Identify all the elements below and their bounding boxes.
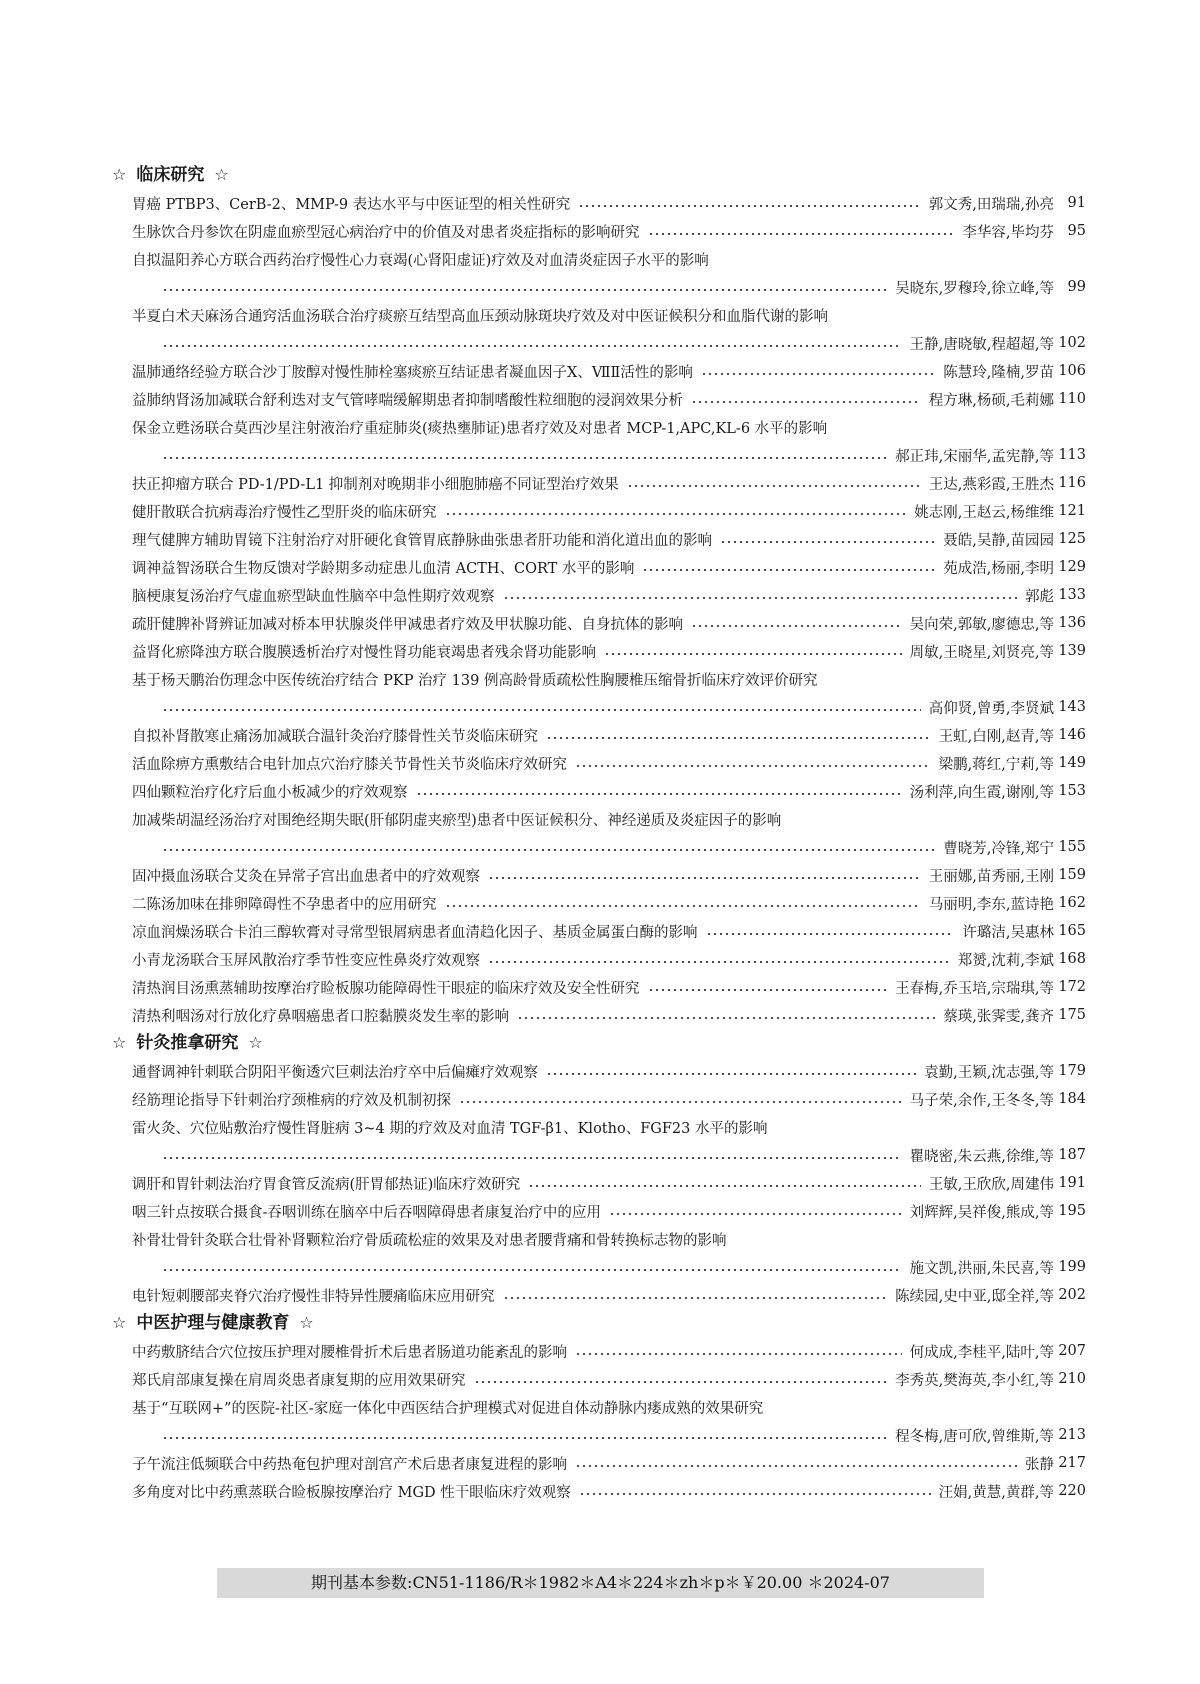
toc-entry[interactable]: [112, 637, 1086, 665]
dot-leader: [579, 1493, 931, 1495]
dot-leader: [648, 989, 888, 991]
entry-title: 基于杨天鹏治伤理念中医传统治疗结合 PKP 治疗 139 例高龄骨质疏松性胸腰椎压缩骨折临床疗效评价研究: [132, 672, 818, 689]
entry-title: 小青龙汤联合玉屏风散治疗季节性变应性鼻炎疗效观察: [132, 952, 480, 969]
entry-title: 疏肝健脾补肾辨证加减对桥本甲状腺炎伴甲减患者疗效及甲状腺功能、自身抗体的影响: [132, 616, 683, 633]
entry-authors: 汪娟,黄慧,黄群,等: [938, 1484, 1054, 1501]
entry-page: 175: [1058, 1007, 1086, 1023]
toc-entry[interactable]: [112, 413, 1086, 469]
entry-authors: 陈慧玲,隆楠,罗苗: [943, 364, 1054, 381]
dot-leader: [416, 793, 902, 795]
entry-authors: 梁鹏,蒋红,宁莉,等: [938, 756, 1054, 773]
entry-authors: 苑成浩,杨丽,李明: [943, 560, 1054, 577]
star-icon: ☆: [112, 1033, 127, 1052]
entry-title: 自拟温阳养心方联合西药治疗慢性心力衰竭(心肾阳虚证)疗效及对血清炎症因子水平的影响: [132, 252, 709, 269]
toc-entry[interactable]: [112, 357, 1086, 385]
toc-entry[interactable]: [112, 1365, 1086, 1393]
dot-leader: [517, 1017, 935, 1019]
entry-authors: 曹晓芳,冷锋,郑宁: [943, 840, 1054, 857]
entry-title: 活血除痹方熏敷结合电针加点穴治疗膝关节骨性关节炎临床疗效研究: [132, 756, 567, 773]
entry-authors: 王敏,王欣欣,周建伟: [928, 1176, 1054, 1193]
entry-page: 133: [1058, 587, 1086, 603]
dot-leader: [503, 1297, 888, 1299]
entry-authors: 郭文秀,田瑞瑞,孙亮: [928, 196, 1054, 213]
dot-leader: [528, 1185, 920, 1187]
entry-title: 基于“互联网+”的医院-社区-家庭一体化中西医结合护理模式对促进自体动静脉内瘘成熟的效果研究: [132, 1400, 764, 1417]
entry-page: 213: [1058, 1427, 1086, 1443]
entry-page: 155: [1058, 839, 1086, 855]
dot-leader: [691, 625, 902, 627]
toc-entry[interactable]: [112, 385, 1086, 413]
entry-authors: 郝正玮,宋丽华,孟宪静,等: [895, 448, 1054, 465]
entry-page: 191: [1058, 1175, 1086, 1191]
toc-entry[interactable]: [112, 1449, 1086, 1477]
entry-page: 116: [1058, 475, 1086, 491]
toc-entry[interactable]: [112, 189, 1086, 217]
entry-title: 多角度对比中药熏蒸联合睑板腺按摩治疗 MGD 性干眼临床疗效观察: [132, 1484, 571, 1501]
section-heading: [112, 1309, 1086, 1337]
entry-title: 电针短刺腰部夹脊穴治疗慢性非特异性腰痛临床应用研究: [132, 1288, 495, 1305]
star-icon: ☆: [214, 165, 229, 184]
entry-title: 理气健脾方辅助胃镜下注射治疗对肝硬化食管胃底静脉曲张患者肝功能和消化道出血的影响: [132, 532, 712, 549]
entry-title: 二陈汤加味在排卵障碍性不孕患者中的应用研究: [132, 896, 437, 913]
entry-page: 162: [1058, 895, 1086, 911]
toc-entry[interactable]: [112, 1001, 1086, 1029]
entry-page: 168: [1058, 951, 1086, 967]
toc-entry[interactable]: [112, 889, 1086, 917]
entry-authors: 李华容,毕均芬: [962, 224, 1054, 241]
dot-leader: [445, 513, 907, 515]
dot-leader: [627, 485, 921, 487]
section-title: 临床研究: [136, 165, 205, 185]
entry-authors: 吴晓东,罗穆玲,徐立峰,等: [895, 280, 1054, 297]
dot-leader: [162, 1157, 902, 1159]
dot-leader: [546, 737, 931, 739]
entry-title: 补骨壮骨针灸联合壮骨补肾颗粒治疗骨质疏松症的效果及对患者腰背痛和骨转换标志物的影响: [132, 1232, 727, 1249]
toc-entry[interactable]: [112, 609, 1086, 637]
entry-authors: 马丽明,李东,蓝诗艳: [928, 896, 1054, 913]
entry-title: 四仙颗粒治疗化疗后血小板减少的疗效观察: [132, 784, 408, 801]
entry-title: 清热润目汤熏蒸辅助按摩治疗睑板腺功能障碍性干眼症的临床疗效及安全性研究: [132, 980, 640, 997]
dot-leader: [162, 289, 887, 291]
entry-title: 生脉饮合丹参饮在阴虚血瘀型冠心病治疗中的价值及对患者炎症指标的影响研究: [132, 224, 640, 241]
dot-leader: [162, 709, 921, 711]
dot-leader: [488, 961, 950, 963]
dot-leader: [720, 541, 935, 543]
entry-authors: 高仰贤,曾勇,李贤斌: [928, 700, 1054, 717]
entry-authors: 程冬梅,唐可欣,曾维斯,等: [895, 1428, 1054, 1445]
toc-entry[interactable]: [112, 1197, 1086, 1225]
entry-title: 通督调神针刺联合阴阳平衡透穴巨刺法治疗卒中后偏瘫疗效观察: [132, 1064, 538, 1081]
toc-entry[interactable]: [112, 973, 1086, 1001]
dot-leader: [546, 1073, 916, 1075]
entry-title: 雷火灸、穴位贴敷治疗慢性肾脏病 3~4 期的疗效及对血清 TGF-β1、Klotho、FGF23 水平的影响: [132, 1120, 768, 1137]
toc-entry[interactable]: [112, 497, 1086, 525]
entry-title: 凉血润燥汤联合卡泊三醇软膏对寻常型银屑病患者血清趋化因子、基质金属蛋白酶的影响: [132, 924, 698, 941]
dot-leader: [445, 905, 921, 907]
entry-page: 202: [1058, 1287, 1086, 1303]
entry-authors: 蔡瑛,张霁雯,龚齐: [943, 1008, 1054, 1025]
dot-leader: [575, 765, 931, 767]
entry-title: 郑氏肩部康复操在肩周炎患者康复期的应用效果研究: [132, 1372, 466, 1389]
star-icon: ☆: [112, 1313, 127, 1332]
entry-page: 139: [1058, 643, 1086, 659]
toc-entry[interactable]: [112, 1393, 1086, 1449]
dot-leader: [162, 1269, 902, 1271]
entry-page: 172: [1058, 979, 1086, 995]
entry-title: 胃癌 PTBP3、CerB-2、MMP-9 表达水平与中医证型的相关性研究: [132, 196, 571, 213]
entry-page: 136: [1058, 615, 1086, 631]
toc-entry[interactable]: [112, 1113, 1086, 1169]
dot-leader: [503, 597, 1018, 599]
dot-leader: [604, 653, 902, 655]
entry-page: 129: [1058, 559, 1086, 575]
entry-authors: 聂皓,吴静,苗园园: [943, 532, 1054, 549]
entry-page: 143: [1058, 699, 1086, 715]
entry-authors: 许璐洁,吴惠林: [962, 924, 1054, 941]
entry-page: 146: [1058, 727, 1086, 743]
dot-leader: [162, 457, 887, 459]
section-heading: [112, 161, 1086, 189]
entry-authors: 瞿晓密,朱云燕,徐维,等: [909, 1148, 1054, 1165]
toc-entry[interactable]: [112, 1169, 1086, 1197]
table-of-contents: [112, 161, 1086, 1505]
section-title: 中医护理与健康教育: [136, 1313, 290, 1333]
entry-title: 清热利咽汤对行放化疗鼻咽癌患者口腔黏膜炎发生率的影响: [132, 1008, 509, 1025]
toc-entry[interactable]: [112, 861, 1086, 889]
entry-page: 125: [1058, 531, 1086, 547]
entry-authors: 王静,唐晓敏,程超超,等: [909, 336, 1054, 353]
entry-page: 220: [1058, 1483, 1086, 1499]
entry-page: 91: [1067, 195, 1086, 211]
toc-entry[interactable]: [112, 525, 1086, 553]
entry-title: 半夏白术天麻汤合通窍活血汤联合治疗痰瘀互结型高血压颈动脉斑块疗效及对中医证候积分和血脂代谢的影响: [132, 308, 828, 325]
entry-authors: 王春梅,乔玉培,宗瑞琪,等: [895, 980, 1054, 997]
toc-entry[interactable]: [112, 721, 1086, 749]
dot-leader: [706, 933, 955, 935]
entry-title: 健肝散联合抗病毒治疗慢性乙型肝炎的临床研究: [132, 504, 437, 521]
entry-title: 中药敷脐结合穴位按压护理对腰椎骨折术后患者肠道功能紊乱的影响: [132, 1344, 567, 1361]
section-title: 针灸推拿研究: [136, 1033, 239, 1053]
entry-page: 110: [1058, 391, 1086, 407]
entry-page: 184: [1058, 1091, 1086, 1107]
toc-entry[interactable]: [112, 301, 1086, 357]
entry-title: 子午流注低频联合中药热奄包护理对剖宫产术后患者康复进程的影响: [132, 1456, 567, 1473]
entry-title: 脑梗康复汤治疗气虚血瘀型缺血性脑卒中急性期疗效观察: [132, 588, 495, 605]
dot-leader: [691, 401, 921, 403]
dot-leader: [162, 849, 935, 851]
entry-authors: 张静: [1025, 1456, 1054, 1473]
toc-entry[interactable]: [112, 945, 1086, 973]
entry-page: 149: [1058, 755, 1086, 771]
toc-entry[interactable]: [112, 917, 1086, 945]
entry-title: 益肺纳肾汤加减联合舒利迭对支气管哮喘缓解期患者抑制嗜酸性粒细胞的浸润效果分析: [132, 392, 683, 409]
toc-entry[interactable]: [112, 805, 1086, 861]
dot-leader: [575, 1353, 902, 1355]
entry-page: 99: [1067, 279, 1086, 295]
entry-page: 210: [1058, 1371, 1086, 1387]
entry-authors: 郭彪: [1025, 588, 1054, 605]
star-icon: ☆: [248, 1033, 263, 1052]
toc-entry[interactable]: [112, 1225, 1086, 1281]
entry-page: 95: [1067, 223, 1086, 239]
entry-page: 153: [1058, 783, 1086, 799]
entry-title: 固冲摄血汤联合艾灸在异常子宫出血患者中的疗效观察: [132, 868, 480, 885]
entry-page: 195: [1058, 1203, 1086, 1219]
entry-page: 207: [1058, 1343, 1086, 1359]
journal-parameters-footer: 期刊基本参数:CN51-1186/R＊1982＊A4＊224＊zh＊p＊￥20.00 ＊2024-07: [217, 1568, 984, 1598]
star-icon: ☆: [112, 165, 127, 184]
dot-leader: [701, 373, 935, 375]
entry-page: 159: [1058, 867, 1086, 883]
toc-entry[interactable]: [112, 1477, 1086, 1505]
entry-title: 调肝和胃针刺法治疗胃食管反流病(肝胃郁热证)临床疗效研究: [132, 1176, 521, 1193]
entry-title: 加减柴胡温经汤治疗对围绝经期失眠(肝郁阴虚夹瘀型)患者中医证候积分、神经递质及炎症因子的影响: [132, 812, 782, 829]
dot-leader: [575, 1465, 1017, 1467]
entry-authors: 郑赟,沈莉,李斌: [957, 952, 1054, 969]
entry-page: 199: [1058, 1259, 1086, 1275]
toc-entry[interactable]: [112, 1085, 1086, 1113]
dot-leader: [459, 1101, 902, 1103]
entry-authors: 周敏,王晓星,刘贤亮,等: [909, 644, 1054, 661]
entry-authors: 汤利萍,向生霞,谢刚,等: [909, 784, 1054, 801]
dot-leader: [162, 1437, 887, 1439]
entry-authors: 王达,燕彩霞,王胜杰: [928, 476, 1054, 493]
toc-entry[interactable]: [112, 245, 1086, 301]
toc-entry[interactable]: [112, 1057, 1086, 1085]
entry-authors: 吴向荣,郭敏,廖德忠,等: [909, 616, 1054, 633]
entry-page: 217: [1058, 1455, 1086, 1471]
entry-authors: 程方琳,杨硕,毛莉娜: [928, 392, 1054, 409]
dot-leader: [474, 1381, 888, 1383]
entry-authors: 李秀英,樊海英,李小红,等: [895, 1372, 1054, 1389]
entry-authors: 何成成,李桂平,陆叶,等: [909, 1344, 1054, 1361]
dot-leader: [642, 569, 935, 571]
dot-leader: [488, 877, 921, 879]
toc-entry[interactable]: [112, 581, 1086, 609]
entry-title: 经筋理论指导下针刺治疗颈椎病的疗效及机制初探: [132, 1092, 451, 1109]
entry-authors: 马子荣,余作,王冬冬,等: [909, 1092, 1054, 1109]
entry-authors: 袁勤,王颖,沈志强,等: [924, 1064, 1054, 1081]
toc-entry[interactable]: [112, 749, 1086, 777]
entry-page: 165: [1058, 923, 1086, 939]
entry-page: 187: [1058, 1147, 1086, 1163]
toc-entry[interactable]: [112, 469, 1086, 497]
entry-authors: 施文凯,洪丽,朱民喜,等: [909, 1260, 1054, 1277]
dot-leader: [162, 345, 902, 347]
section-heading: [112, 1029, 1086, 1057]
toc-entry[interactable]: [112, 217, 1086, 245]
entry-authors: 王虹,白刚,赵青,等: [938, 728, 1054, 745]
entry-page: 113: [1058, 447, 1086, 463]
dot-leader: [578, 205, 921, 207]
entry-title: 益肾化瘀降浊方联合腹膜透析治疗对慢性肾功能衰竭患者残余肾功能影响: [132, 644, 596, 661]
entry-page: 106: [1058, 363, 1086, 379]
entry-authors: 陈续园,史中亚,邸全祥,等: [895, 1288, 1054, 1305]
star-icon: ☆: [299, 1313, 314, 1332]
toc-entry[interactable]: [112, 1281, 1086, 1309]
entry-title: 扶正抑瘤方联合 PD-1/PD-L1 抑制剂对晚期非小细胞肺癌不同证型治疗效果: [132, 476, 619, 493]
entry-title: 调神益智汤联合生物反馈对学龄期多动症患儿血清 ACTH、CORT 水平的影响: [132, 560, 635, 577]
dot-leader: [648, 233, 955, 235]
entry-authors: 刘辉辉,吴祥俊,熊成,等: [909, 1204, 1054, 1221]
toc-entry[interactable]: [112, 1337, 1086, 1365]
entry-page: 102: [1058, 335, 1086, 351]
entry-authors: 王丽娜,苗秀丽,王刚: [928, 868, 1054, 885]
entry-page: 179: [1058, 1063, 1086, 1079]
entry-page: 121: [1058, 503, 1086, 519]
entry-title: 咽三针点按联合摄食-吞咽训练在脑卒中后吞咽障碍患者康复治疗中的应用: [132, 1204, 601, 1221]
toc-entry[interactable]: [112, 665, 1086, 721]
dot-leader: [609, 1213, 902, 1215]
toc-entry[interactable]: [112, 777, 1086, 805]
toc-entry[interactable]: [112, 553, 1086, 581]
entry-authors: 姚志刚,王赵云,杨维维: [914, 504, 1054, 521]
entry-title: 自拟补肾散寒止痛汤加减联合温针灸治疗膝骨性关节炎临床研究: [132, 728, 538, 745]
entry-title: 保金立甦汤联合莫西沙星注射液治疗重症肺炎(痰热壅肺证)患者疗效及对患者 MCP-1,APC,KL-6 水平的影响: [132, 420, 828, 437]
entry-title: 温肺通络经验方联合沙丁胺醇对慢性肺栓塞痰瘀互结证患者凝血因子Ⅹ、ⅦⅡ活性的影响: [132, 364, 693, 381]
